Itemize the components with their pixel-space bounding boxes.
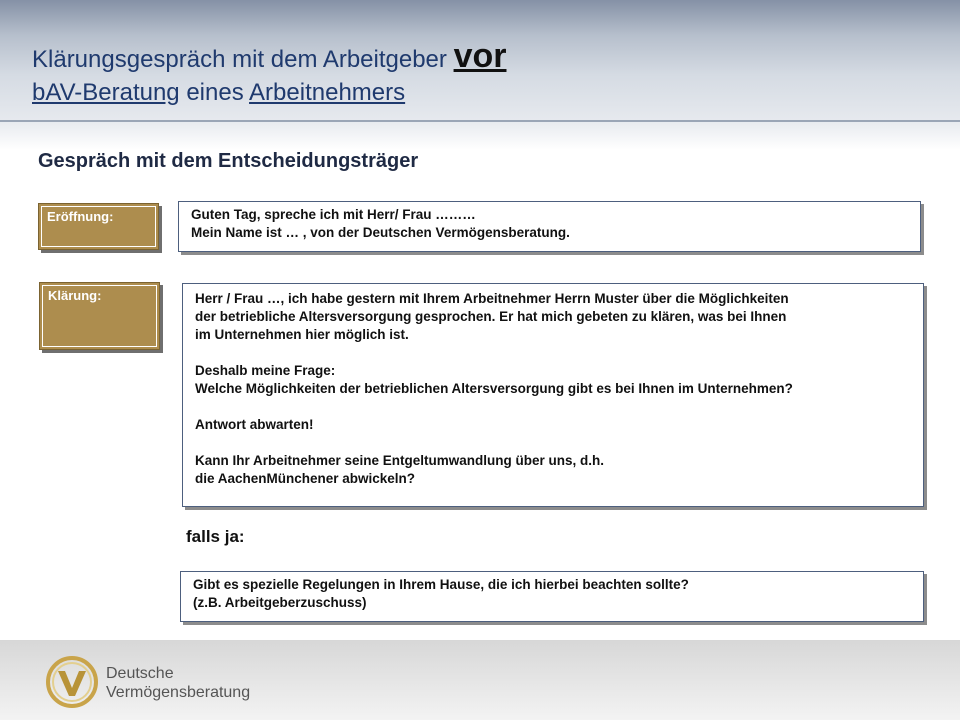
header-divider (0, 120, 960, 122)
label-eroeffnung-text: Eröffnung: (47, 209, 114, 224)
klaerung-line: der betriebliche Altersversorgung gesprochen. Er hat mich gebeten zu klären, was bei Ihnen (195, 309, 787, 324)
klaerung-line: Welche Möglichkeiten der betrieblichen Altersversorgung gibt es bei Ihnen im Unternehmen? (195, 381, 793, 396)
logo-line2: Vermögensberatung (106, 684, 251, 701)
title-mid: eines (179, 79, 250, 106)
section-subtitle: Gespräch mit dem Entscheidungsträger (38, 150, 419, 172)
klaerung-line: die AachenMünchener abwickeln? (195, 471, 416, 486)
logo-line1: Deutsche (106, 665, 174, 682)
falls-ja-label: falls ja: (186, 527, 245, 546)
dvag-logo-icon (46, 656, 98, 713)
title-word-arbeitnehmer: Arbeitnehmers (249, 79, 406, 106)
regelungen-line: (z.B. Arbeitgeberzuschuss) (193, 595, 367, 610)
klaerung-line: Deshalb meine Frage: (195, 363, 336, 378)
regelungen-textbox (180, 571, 924, 622)
label-eroeffnung (38, 203, 159, 250)
klaerung-line: Kann Ihr Arbeitnehmer seine Entgeltumwandlung über uns, d.h. (195, 453, 605, 468)
regelungen-line: Gibt es spezielle Regelungen in Ihrem Hause, die ich hierbei beachten sollte? (193, 577, 689, 592)
klaerung-line: im Unternehmen hier möglich ist. (195, 327, 409, 342)
logo-wordmark (106, 664, 250, 702)
label-klaerung-text: Klärung: (48, 288, 102, 303)
klaerung-line: Antwort abwarten! (195, 417, 314, 432)
slide-title (32, 37, 507, 109)
klaerung-line: Herr / Frau …, ich habe gestern mit Ihrem Arbeitnehmer Herrn Muster über die Möglichkeiten (195, 291, 789, 306)
eroeffnung-textbox (178, 201, 921, 252)
title-word-bav: bAV-Beratung (32, 79, 180, 106)
label-klaerung (39, 282, 160, 350)
eroeffnung-line: Mein Name ist … , von der Deutschen Vermögensberatung. (191, 225, 570, 240)
klaerung-textbox (182, 283, 924, 507)
title-emphasis: vor (453, 37, 507, 75)
title-part1: Klärungsgespräch mit dem Arbeitgeber (32, 46, 454, 73)
eroeffnung-line: Guten Tag, spreche ich mit Herr/ Frau ……… (191, 207, 476, 222)
